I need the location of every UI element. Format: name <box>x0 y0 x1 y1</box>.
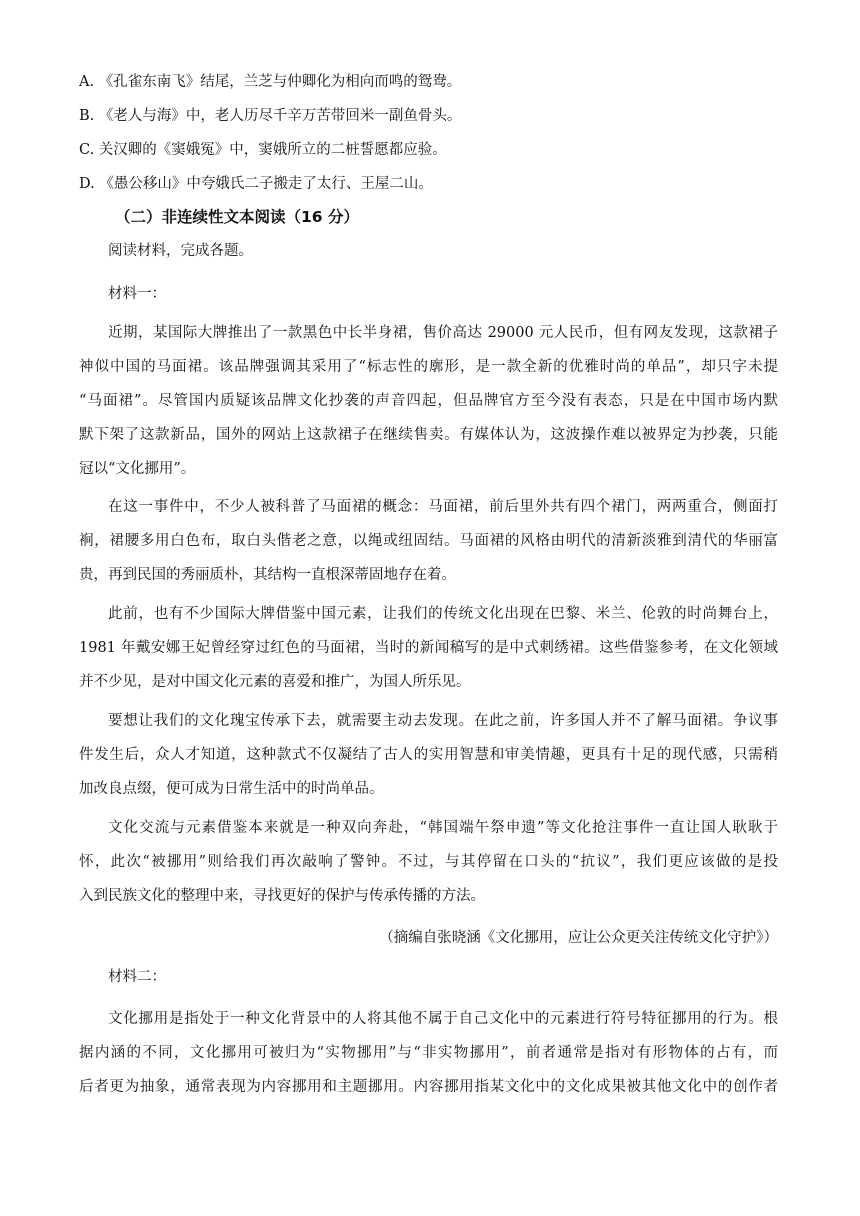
paragraph-line: 此前，也有不少国际大牌借鉴中国元素，让我们的传统文化出现在巴黎、米兰、伦敦的时尚舞台上， <box>108 606 778 622</box>
paragraph-line: 要想让我们的文化瑰宝传承下去，就需要主动去发现。在此之前，许多国人并不了解马面裙。争议事 <box>108 713 778 729</box>
paragraph-line: 1981 年戴安娜王妃曾经穿过红色的马面裙，当时的新闻稿写的是中式刺绣裙。这些借鉴参考，在文化领域 <box>79 640 778 656</box>
paragraph-line: 文化挪用是指处于一种文化背景中的人将其他不属于自己文化中的元素进行符号特征挪用的行为。根 <box>108 1011 778 1027</box>
material2-label: 材料二： <box>108 969 166 985</box>
option-b: B. 《老人与海》中，老人历尽千辛万苦带回米一副鱼骨头。 <box>79 108 462 124</box>
paragraph-line: 近期，某国际大牌推出了一款黑色中长半身裙，售价高达 29000 元人民币，但有网友发现，这款裙子 <box>108 325 778 341</box>
paragraph-line: 贵，再到民国的秀丽质朴，其结构一直根深蒂固地存在着。 <box>79 567 456 583</box>
paragraph-line: 加改良点缀，便可成为日常生活中的时尚单品。 <box>79 781 384 797</box>
section-heading: （二）非连续性文本阅读（16 分） <box>115 208 359 226</box>
paragraph-line: 后者更为抽象，通常表现为内容挪用和主题挪用。内容挪用指某文化中的文化成果被其他文化中的创作者 <box>79 1079 778 1095</box>
paragraph-line: 据内涵的不同，文化挪用可被归为“实物挪用”与“非实物挪用”，前者通常是指对有形物体的占有，而 <box>79 1045 778 1061</box>
paragraph-line: 默下架了这款新品，国外的网站上这款裙子在继续售卖。有媒体认为，这波操作难以被界定为抄袭，只能 <box>79 427 778 443</box>
paragraph-line: 入到民族文化的整理中来，寻找更好的保护与传承传播的方法。 <box>79 888 485 904</box>
source-citation: （摘编自张晓涵《文化挪用，应让公众更关注传统文化守护》） <box>379 930 778 946</box>
material1-label: 材料一： <box>108 286 166 302</box>
paragraph-line: 怀，此次“被挪用”则给我们再次敲响了警钟。不过，与其停留在口头的“抗议”，我们更应该做的是投 <box>79 854 778 870</box>
paragraph-line: 并不少见，是对中国文化元素的喜爱和推广，为国人所乐见。 <box>79 674 471 690</box>
paragraph-line: “马面裙”。尽管国内质疑该品牌文化抄袭的声音四起，但品牌官方至今没有表态，只是在中国市场内默 <box>79 393 778 409</box>
instruction: 阅读材料，完成各题。 <box>108 243 253 259</box>
paragraph-line: 在这一事件中，不少人被科普了马面裙的概念：马面裙，前后里外共有四个裙门，两两重合，侧面打 <box>108 499 778 515</box>
paragraph-line: 文化交流与元素借鉴本来就是一种双向奔赴，“韩国端午祭申遗”等文化抢注事件一直让国人耿耿于 <box>108 820 778 836</box>
paragraph-line: 神似中国的马面裙。该品牌强调其采用了“标志性的廓形，是一款全新的优雅时尚的单品”，却只字未提 <box>79 359 778 375</box>
option-a: A. 《孔雀东南飞》结尾，兰芝与仲卿化为相向而鸣的鸳鸯。 <box>79 74 462 90</box>
paragraph-line: 冠以“文化挪用”。 <box>79 461 196 477</box>
option-d: D. 《愚公移山》中夸娥氏二子搬走了太行、王屋二山。 <box>79 176 433 192</box>
paragraph-line: 件发生后，众人才知道，这种款式不仅凝结了古人的实用智慧和审美情趣，更具有十足的现代感，只需稍 <box>79 747 778 763</box>
paragraph-line: 裥，裙腰多用白色布，取白头偕老之意，以绳或纽固结。马面裙的风格由明代的清新淡雅到清代的华丽富 <box>79 533 778 549</box>
option-c: C. 关汉卿的《窦娥冤》中，窦娥所立的二桩誓愿都应验。 <box>79 142 447 158</box>
